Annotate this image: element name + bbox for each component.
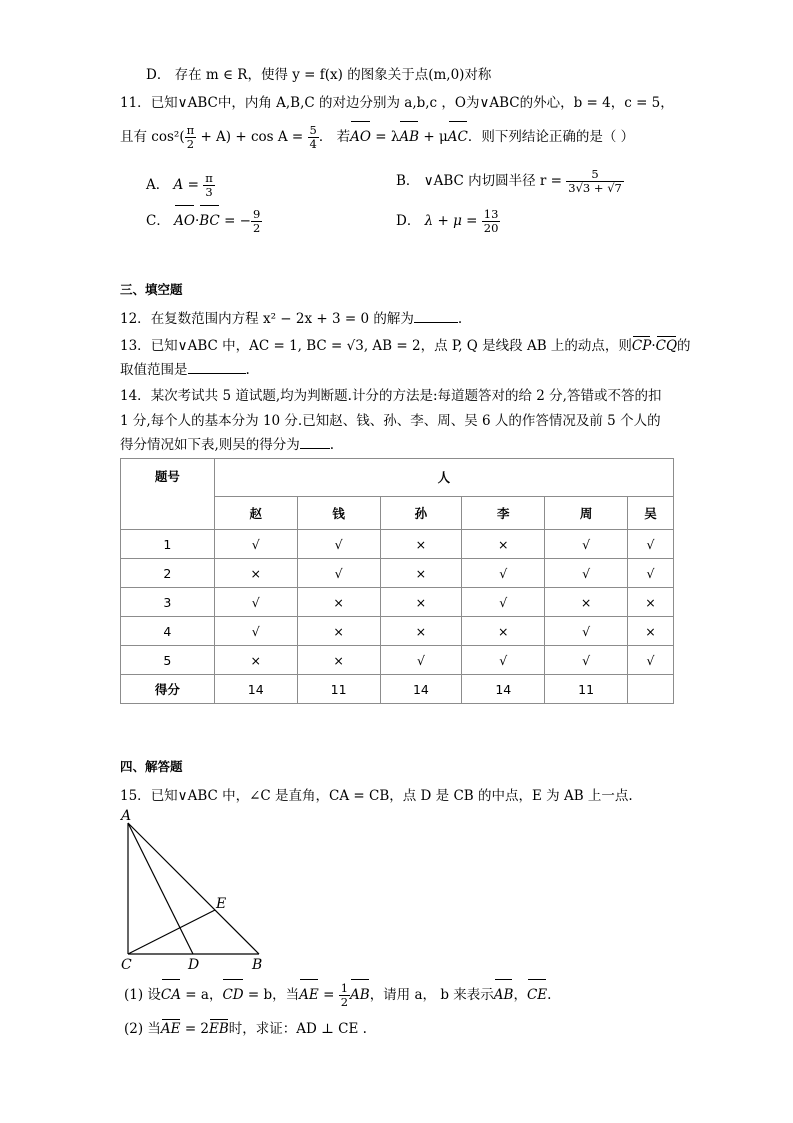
- fraction-13-over-20: [482, 208, 501, 235]
- q14-line3: [120, 436, 334, 454]
- answer-blank[interactable]: [188, 373, 246, 374]
- q14-line1: [120, 387, 661, 405]
- person-header: 李: [462, 496, 545, 529]
- question-text: 取值范围是: [120, 362, 188, 378]
- label-b: B: [252, 957, 263, 973]
- option-text: 存在 m ∈ R，使得 y = f(x) 的图象关于点(m,0)对称: [174, 67, 492, 83]
- question-number: 15．: [120, 788, 151, 804]
- mark-cell: √: [297, 530, 380, 559]
- vector-ao: AO: [350, 122, 371, 152]
- vector-ac: AC: [448, 122, 468, 152]
- mark-cell: ×: [214, 559, 297, 588]
- person-header: 吴: [628, 496, 674, 529]
- text: .: [547, 987, 552, 1003]
- score-cell: 11: [297, 675, 380, 704]
- vector-ae: AE: [160, 1021, 181, 1037]
- q11-stem-line2: [120, 122, 634, 152]
- q13-line2: [120, 361, 250, 379]
- mark-cell: √: [380, 646, 462, 675]
- fraction-pi-over-2: [185, 124, 197, 151]
- question-number-cell: 3: [121, 588, 215, 617]
- person-header: 周: [545, 496, 628, 529]
- mark-cell: √: [628, 559, 674, 588]
- q10-option-d: [146, 66, 491, 84]
- question-number: 13．: [120, 338, 151, 354]
- question-number-cell: 1: [121, 530, 215, 559]
- part-label: (2): [124, 1021, 144, 1037]
- score-cell: 11: [545, 675, 628, 704]
- q15-part2: [124, 1020, 367, 1038]
- question-text: 已知∨ABC中，内角 A,B,C 的对边分别为 a,b,c ，O为∨ABC的外心，b = 4，c = 5，: [150, 95, 674, 111]
- q11-option-a: [146, 170, 215, 200]
- option-label: B．: [396, 173, 420, 189]
- text: 且有 cos²(: [120, 129, 185, 145]
- table-row: [121, 559, 674, 588]
- option-text: ∨ABC 内切圆半径 r =: [423, 173, 567, 189]
- question-text: 1 分,每个人的基本分为 10 分.已知赵、钱、孙、李、周、吴 6 人的作答情况及前 5 个人的: [120, 413, 661, 429]
- fraction-pi-over-3: [203, 172, 215, 199]
- vector-bc: BC: [199, 206, 220, 236]
- mark-cell: ×: [214, 646, 297, 675]
- denominator: 2: [186, 137, 195, 151]
- mark-cell: √: [462, 588, 545, 617]
- mark-cell: √: [545, 617, 628, 646]
- mark-cell: ×: [297, 646, 380, 675]
- section-fill-in-heading: 三、填空题: [120, 282, 183, 297]
- q11-option-d: [396, 206, 500, 236]
- denominator: 2: [340, 995, 349, 1009]
- question-number: 12．: [120, 311, 151, 327]
- text: = b，当: [243, 987, 300, 1003]
- text: ．则下列结论正确的是（ ）: [467, 129, 635, 145]
- mark-cell: ×: [297, 617, 380, 646]
- numerator: 1: [340, 981, 349, 995]
- vector-eb: EB: [209, 1021, 229, 1037]
- text: =: [318, 987, 339, 1003]
- part-label: (1): [124, 987, 144, 1003]
- score-cell: 14: [214, 675, 297, 704]
- text: + μ: [419, 129, 448, 145]
- text: = 2: [180, 1021, 210, 1037]
- label-c: C: [121, 957, 132, 973]
- numerator: 13: [483, 207, 499, 221]
- question-text: 已知∨ABC 中，∠C 是直角，CA = CB，点 D 是 CB 的中点，E 为 AB 上一点.: [150, 788, 633, 804]
- numerator: π: [205, 171, 213, 185]
- vector-ab: AB: [399, 122, 419, 152]
- mark-cell: √: [628, 646, 674, 675]
- label-d: D: [188, 957, 200, 973]
- mark-cell: ×: [297, 588, 380, 617]
- mark-cell: ×: [380, 588, 462, 617]
- label-e: E: [216, 896, 227, 912]
- segment-ce: [128, 910, 215, 954]
- vector-ae: AE: [299, 980, 319, 1010]
- option-text: λ + μ =: [424, 213, 482, 229]
- answer-blank[interactable]: [414, 322, 458, 323]
- segment-ad: [128, 823, 193, 954]
- table-corner-header: 题号: [121, 459, 215, 530]
- text: = λ: [370, 129, 400, 145]
- question-number: 11．: [120, 95, 151, 111]
- option-label: D．: [396, 213, 421, 229]
- mark-cell: ×: [628, 617, 674, 646]
- fraction-5-over-4: [308, 124, 319, 151]
- mark-cell: ×: [380, 530, 462, 559]
- option-label: C．: [146, 213, 170, 229]
- text: ． 若: [318, 129, 351, 145]
- mark-cell: ×: [545, 588, 628, 617]
- mark-cell: √: [628, 530, 674, 559]
- numerator: 9: [253, 207, 261, 221]
- person-header: 孙: [380, 496, 462, 529]
- fraction-9-over-2: [251, 208, 262, 235]
- denominator: 3: [205, 185, 213, 199]
- mark-cell: √: [214, 530, 297, 559]
- mark-cell: ×: [380, 559, 462, 588]
- mark-cell: ×: [462, 530, 545, 559]
- fraction-1-over-2: [339, 982, 350, 1009]
- triangle-figure: [118, 808, 278, 976]
- table-row: [121, 646, 674, 675]
- mark-cell: √: [297, 559, 380, 588]
- table-header-row: [121, 459, 674, 497]
- q13-line1: [120, 337, 691, 355]
- mark-cell: √: [462, 646, 545, 675]
- table-score-row: [121, 675, 674, 704]
- answer-blank[interactable]: [300, 448, 330, 449]
- question-text: 在复数范围内方程 x² − 2x + 3 = 0 的解为: [150, 311, 414, 327]
- text: = −: [219, 213, 251, 229]
- q14-line2: [120, 412, 661, 430]
- denominator: 4: [309, 137, 317, 151]
- vector-ca: CA: [161, 980, 181, 1010]
- person-header: 钱: [297, 496, 380, 529]
- denominator: 2: [253, 221, 261, 235]
- dot-operator: ·: [194, 213, 200, 229]
- question-text: 已知∨ABC 中，AC = 1, BC = √3, AB = 2，点 P, Q 是线段 AB 上的动点，则: [150, 338, 632, 354]
- question-number-cell: 5: [121, 646, 215, 675]
- dot-operator: ·: [651, 338, 656, 354]
- text: ，请用 a， b 来表示: [369, 987, 494, 1003]
- text: 时，求证：AD ⊥ CE .: [228, 1021, 367, 1037]
- fraction-inradius: [566, 168, 624, 195]
- text: .: [329, 437, 335, 453]
- question-number: 14．: [120, 388, 151, 404]
- mark-cell: √: [462, 559, 545, 588]
- mark-cell: ×: [462, 617, 545, 646]
- question-text: 得分情况如下表,则吴的得分为: [120, 437, 300, 453]
- option-text: A =: [173, 177, 204, 193]
- option-label: A．: [146, 177, 170, 193]
- denominator: 3√3 + √7: [568, 181, 622, 195]
- person-header: 赵: [214, 496, 297, 529]
- score-cell: 14: [380, 675, 462, 704]
- q15-stem: [120, 787, 633, 805]
- q12: [120, 310, 462, 328]
- text: .: [457, 311, 463, 327]
- answer-table: [120, 458, 674, 704]
- question-number-cell: 2: [121, 559, 215, 588]
- table-row: [121, 530, 674, 559]
- denominator: 20: [483, 221, 499, 235]
- mark-cell: ×: [380, 617, 462, 646]
- text: = a，: [181, 987, 223, 1003]
- vector-ab: AB: [350, 980, 370, 1010]
- vector-cq: CQ: [655, 338, 678, 354]
- text: 当: [147, 1021, 161, 1037]
- numerator: 5: [566, 168, 624, 182]
- question-number-cell: 4: [121, 617, 215, 646]
- question-text: 某次考试共 5 道试题,均为判断题.计分的方法是:每道题答对的给 2 分,答错或不答的扣: [150, 388, 662, 404]
- numerator: π: [186, 123, 195, 137]
- segment-ab: [128, 823, 259, 954]
- vector-cp: CP: [631, 338, 652, 354]
- text: 设: [147, 987, 161, 1003]
- table-row: [121, 588, 674, 617]
- mark-cell: √: [214, 617, 297, 646]
- vector-cd: CD: [222, 980, 243, 1010]
- numerator: 5: [309, 123, 317, 137]
- text: + A) + cos A =: [196, 129, 308, 145]
- table-group-header: 人: [214, 459, 673, 497]
- score-label-cell: 得分: [121, 675, 215, 704]
- option-label: D．: [146, 67, 171, 83]
- mark-cell: ×: [628, 588, 674, 617]
- table-row: [121, 617, 674, 646]
- mark-cell: √: [545, 646, 628, 675]
- score-cell: 14: [462, 675, 545, 704]
- text: ，: [513, 987, 527, 1003]
- score-cell-empty[interactable]: [628, 675, 674, 704]
- q11-option-b: [396, 166, 624, 196]
- text: 的: [677, 338, 691, 354]
- mark-cell: √: [545, 559, 628, 588]
- vector-ce: CE: [527, 980, 547, 1010]
- mark-cell: √: [545, 530, 628, 559]
- vector-ab: AB: [494, 980, 514, 1010]
- q15-part1: [124, 980, 551, 1010]
- text: .: [245, 362, 250, 378]
- q11-option-c: [146, 206, 262, 236]
- mark-cell: √: [214, 588, 297, 617]
- q11-stem-line1: [120, 94, 674, 112]
- vector-ao: AO: [174, 206, 195, 236]
- label-a: A: [121, 808, 132, 824]
- section-solution-heading: 四、解答题: [120, 759, 183, 774]
